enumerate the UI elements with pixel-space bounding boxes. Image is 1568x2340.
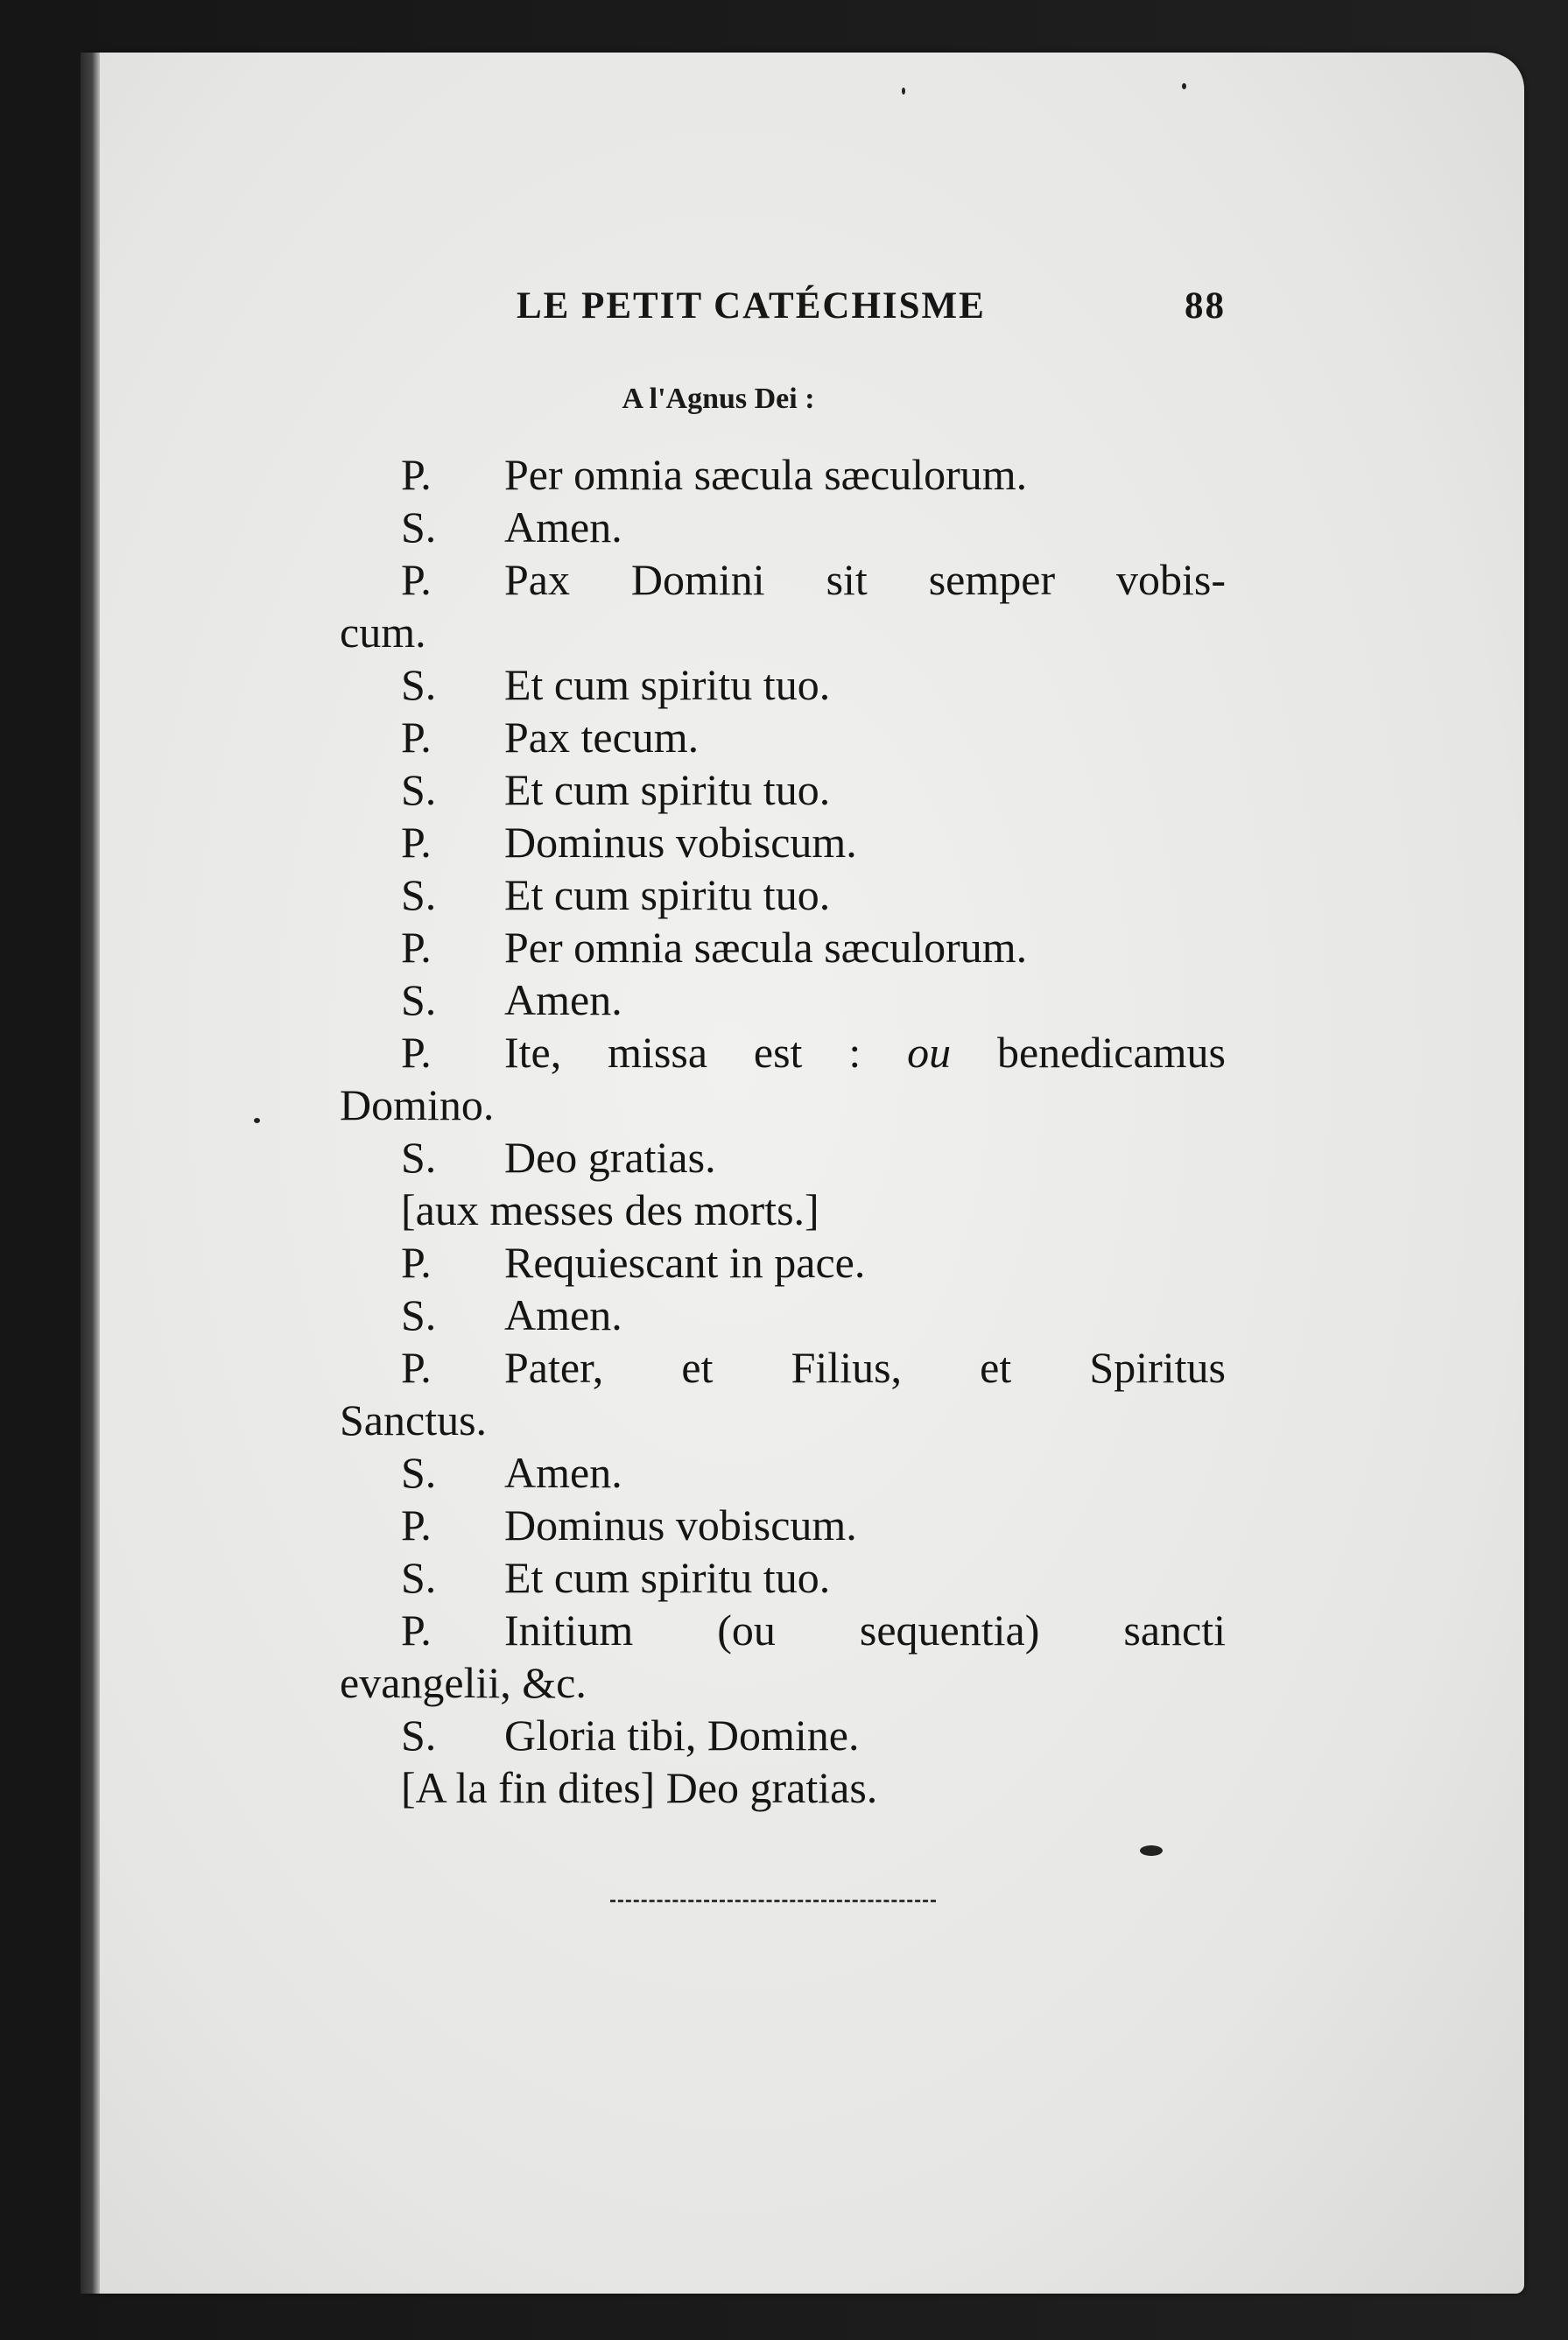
text-line (340, 1079, 1226, 1131)
speaker-label: S. (401, 660, 437, 709)
line-text: Amen. (504, 1290, 622, 1339)
text-line (340, 1551, 1226, 1604)
text-line (340, 1604, 1226, 1656)
text-line (340, 921, 1226, 973)
line-text: Dominus vobiscum. (504, 1500, 857, 1549)
line-text (504, 1026, 1226, 1079)
line-text: Requiescant in pace. (504, 1238, 866, 1287)
rubric-text: [aux messes des morts.] (401, 1185, 819, 1234)
text-line (340, 606, 1226, 658)
speaker-label: S. (401, 1448, 437, 1497)
line-text: Et cum spiritu tuo. (504, 1553, 831, 1602)
text-line (340, 658, 1226, 711)
paper-speck (1140, 1845, 1163, 1856)
speaker-label: S. (401, 502, 437, 552)
line-text: Initium (ou sequentia) sancti (504, 1606, 1226, 1655)
speaker-label: P. (401, 818, 432, 867)
continuation-text: evangelii, &c. (340, 1658, 587, 1707)
line-text: Et cum spiritu tuo. (504, 870, 831, 919)
page-number: 88 (1185, 285, 1226, 327)
text-line (340, 973, 1226, 1026)
paper-speck (902, 88, 905, 95)
line-text: Amen. (504, 502, 622, 552)
line-text-part: Ite, missa est : (504, 1028, 908, 1077)
speaker-label: P. (401, 923, 432, 972)
speaker-label: P. (401, 450, 432, 499)
text-line (340, 1394, 1226, 1446)
dialogue-text-block (340, 448, 1226, 1814)
text-line (340, 1184, 1226, 1236)
text-line (340, 1236, 1226, 1289)
line-text: Pax tecum. (504, 713, 700, 762)
line-text: Et cum spiritu tuo. (504, 660, 831, 709)
line-text: Pax Domini sit semper vobis- (504, 555, 1226, 604)
speaker-label: S. (401, 1290, 437, 1339)
continuation-text: Sanctus. (340, 1395, 488, 1444)
speaker-label: S. (401, 1553, 437, 1602)
paper-speck (254, 1118, 260, 1123)
line-text: Deo gratias. (504, 1133, 716, 1182)
text-line (340, 1709, 1226, 1761)
speaker-label: P. (401, 1028, 432, 1077)
text-line (340, 501, 1226, 553)
speaker-label: P. (401, 555, 432, 604)
paper-speck (1182, 83, 1186, 89)
speaker-label: S. (401, 870, 437, 919)
text-line (340, 763, 1226, 816)
text-line (340, 1656, 1226, 1709)
running-head-title: LE PETIT CATÉCHISME (517, 285, 986, 327)
continuation-text: Domino. (340, 1080, 495, 1129)
speaker-label: S. (401, 975, 437, 1024)
text-line (340, 553, 1226, 606)
line-text: Per omnia sæcula sæculorum. (504, 450, 1028, 499)
closing-rule (610, 1900, 936, 1902)
text-line (340, 448, 1226, 501)
text-line (340, 1341, 1226, 1394)
text-line (340, 1026, 1226, 1079)
speaker-label: P. (401, 1238, 432, 1287)
speaker-label: P. (401, 1606, 432, 1655)
line-text: Pater, et Filius, et Spiritus (504, 1343, 1226, 1392)
line-text: Amen. (504, 975, 622, 1024)
speaker-label: S. (401, 1133, 437, 1182)
line-text: Amen. (504, 1448, 622, 1497)
section-subheading: A l'Agnus Dei : (622, 383, 815, 415)
rubric-text: [A la fin dites] Deo gratias. (401, 1763, 878, 1812)
line-text-part: benedicamus (951, 1028, 1227, 1077)
line-text: Per omnia sæcula sæculorum. (504, 923, 1028, 972)
text-line (340, 1446, 1226, 1499)
running-head (517, 285, 1243, 337)
text-line (340, 816, 1226, 868)
speaker-label: P. (401, 1500, 432, 1549)
line-text: Gloria tibi, Domine. (504, 1711, 860, 1760)
text-line (340, 868, 1226, 921)
speaker-label: S. (401, 765, 437, 814)
text-line (340, 711, 1226, 763)
text-line (340, 1761, 1226, 1814)
text-line (340, 1131, 1226, 1184)
text-line (340, 1499, 1226, 1551)
continuation-text: cum. (340, 608, 426, 657)
speaker-label: S. (401, 1711, 437, 1760)
line-text: Dominus vobiscum. (504, 818, 857, 867)
text-line (340, 1289, 1226, 1341)
speaker-label: P. (401, 1343, 432, 1392)
speaker-label: P. (401, 713, 432, 762)
line-text: Et cum spiritu tuo. (504, 765, 831, 814)
line-text-italic: ou (907, 1028, 952, 1077)
